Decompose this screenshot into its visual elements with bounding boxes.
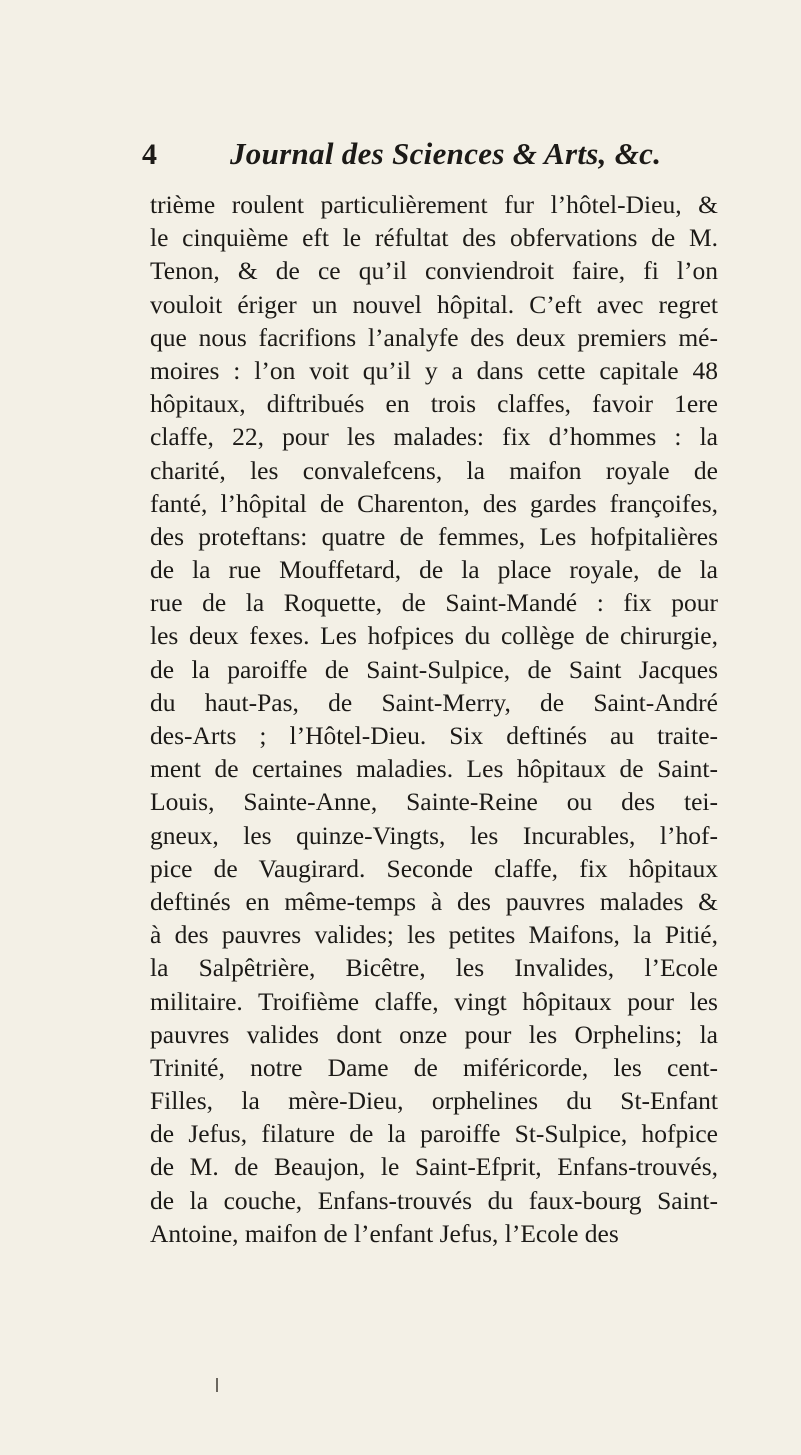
- text-line: Tenon, & de ce qu’il conviendroit faire, fi l’on: [150, 256, 718, 286]
- running-head: Journal des Sciences & Arts, &c.: [230, 136, 662, 171]
- page-number: 4: [142, 138, 157, 171]
- text-line: charité, les convalefcens, la maifon royale de: [150, 455, 718, 485]
- text-line: rue de la Roquette, de Saint-Mandé : fix pour: [150, 588, 718, 618]
- text-line: de la rue Mouffetard, de la place royale, de la: [150, 555, 718, 585]
- text-line: gneux, les quinze-Vingts, les Incurables, l’hof-: [150, 820, 718, 850]
- text-line: moires : l’on voit qu’il y a dans cette capitale 48: [150, 355, 718, 385]
- text-line: deftinés en même-temps à des pauvres malades &: [150, 886, 718, 916]
- text-line: hôpitaux, diftribués en trois claffes, favoir 1ere: [150, 389, 718, 419]
- text-line: trième roulent particulièrement fur l’hôtel-Dieu, &: [150, 190, 718, 219]
- text-line: de Jefus, filature de la paroiffe St-Sulpice, hofpice: [150, 1119, 718, 1149]
- body-text: [150, 188, 718, 1250]
- text-line: pice de Vaugirard. Seconde claffe, fix hôpitaux: [150, 853, 718, 883]
- text-line: vouloit ériger un nouvel hôpital. C’eft avec regret: [150, 289, 718, 319]
- text-line: de M. de Beaujon, le Saint-Efprit, Enfans-trouvés,: [150, 1152, 718, 1182]
- text-line: fanté, l’hôpital de Charenton, des gardes françoifes,: [150, 488, 718, 518]
- text-line: de la couche, Enfans-trouvés du faux-bourg Saint-: [150, 1185, 718, 1215]
- text-line: le cinquième eft le réfultat des obfervations de M.: [150, 223, 718, 253]
- text-line: de la paroiffe de Saint-Sulpice, de Saint Jacques: [150, 654, 718, 684]
- text-line: les deux fexes. Les hofpices du collège de chirurgie,: [150, 621, 718, 651]
- text-line: Antoine, maifon de l’enfant Jefus, l’Ecole des: [150, 1218, 619, 1248]
- text-line: claffe, 22, pour les malades: fix d’hommes : la: [150, 422, 718, 452]
- text-line: pauvres valides dont onze pour les Orphelins; la: [150, 1019, 718, 1049]
- text-line: que nous facrifions l’analyfe des deux premiers mé-: [150, 322, 718, 352]
- print-mark: [216, 1378, 218, 1392]
- text-line: à des pauvres valides; les petites Maifons, la Pitié,: [150, 920, 718, 950]
- text-line: Trinité, notre Dame de miféricorde, les cent-: [150, 1052, 718, 1082]
- text-line: ment de certaines maladies. Les hôpitaux de Saint-: [150, 754, 718, 784]
- text-line: Louis, Sainte-Anne, Sainte-Reine ou des tei-: [150, 787, 718, 817]
- text-line: la Salpêtrière, Bicêtre, les Invalides, l’Ecole: [150, 953, 718, 983]
- text-line: des proteftans: quatre de femmes, Les hofpitalières: [150, 521, 718, 551]
- text-line: militaire. Troifième claffe, vingt hôpitaux pour les: [150, 986, 718, 1016]
- text-line: du haut-Pas, de Saint-Merry, de Saint-André: [150, 687, 718, 717]
- text-line: des-Arts ; l’Hôtel-Dieu. Six deftinés au traite-: [150, 721, 718, 750]
- text-line: Filles, la mère-Dieu, orphelines du St-Enfant: [150, 1086, 718, 1116]
- page-header: [142, 136, 702, 178]
